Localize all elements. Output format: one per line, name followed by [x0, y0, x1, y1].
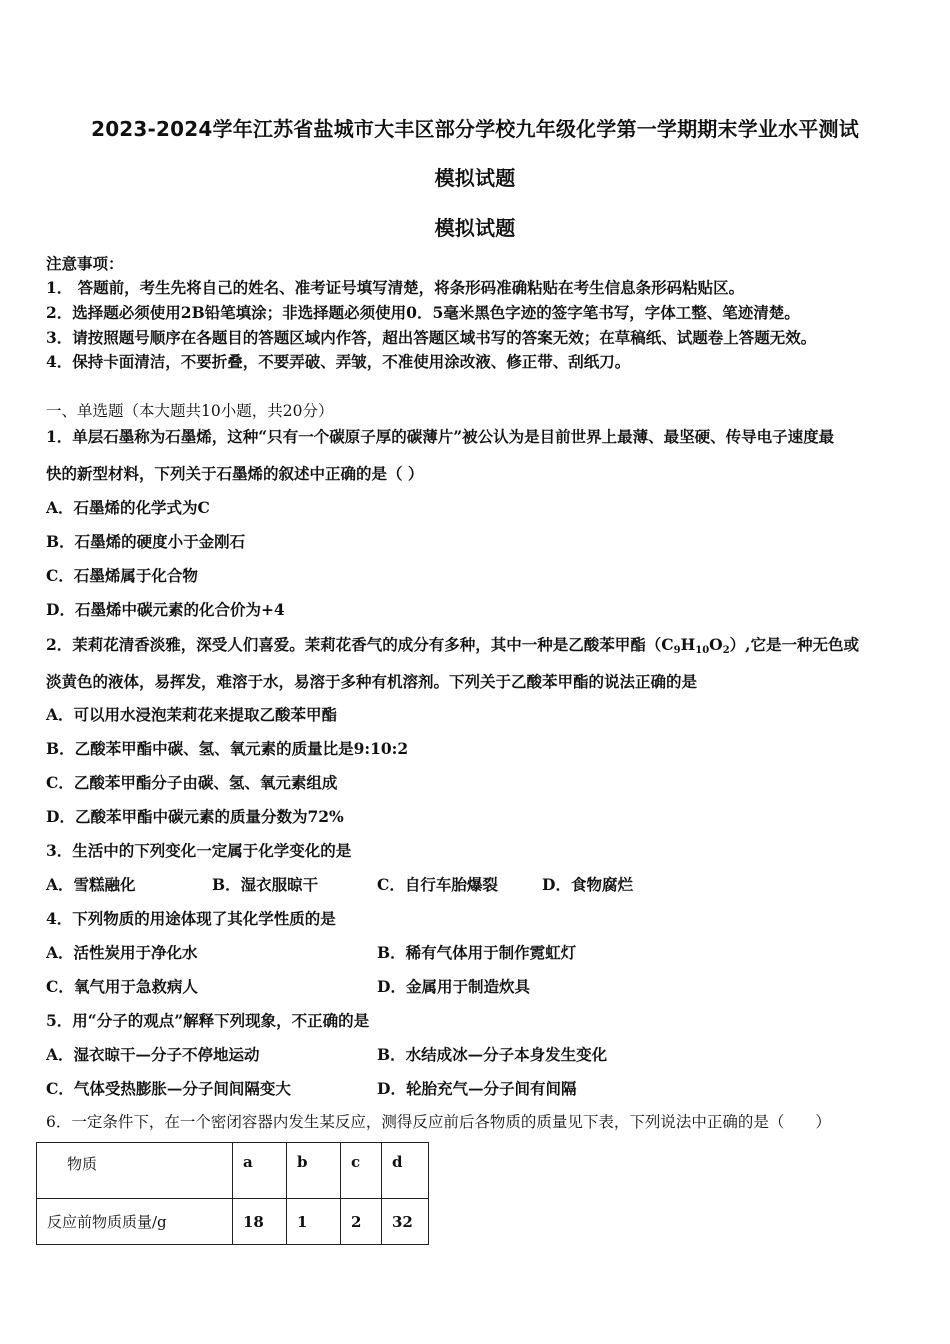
q2-formula-c-count: 9: [673, 645, 681, 656]
section-heading: 一、单选题（本大题共10小题，共20分）: [46, 402, 334, 420]
q4-stem: 4．下列物质的用途体现了其化学性质的是: [46, 909, 336, 928]
q6-data-table: [36, 1142, 429, 1245]
q6-stem: 6．一定条件下，在一个密闭容器内发生某反应，测得反应前后各物质的质量见下表，下列说法中正确的是（ ）: [46, 1113, 831, 1131]
table-cell: 1: [287, 1199, 341, 1245]
q4-option-c: C．氧气用于急救病人: [46, 977, 198, 996]
table-cell: 32: [382, 1199, 429, 1245]
notice-item: 3．请按照题号顺序在各题目的答题区域内作答，超出答题区域书写的答案无效；在草稿纸、试题卷上答题无效。: [46, 328, 817, 347]
q2-stem-cont: 淡黄色的液体，易挥发，难溶于水，易溶于多种有机溶剂。下列关于乙酸苯甲酯的说法正确的是: [46, 672, 698, 691]
page-subtitle-repeat: 模拟试题: [434, 216, 516, 240]
q2-formula-h-count: 10: [695, 645, 710, 656]
table-header-row: [37, 1143, 429, 1199]
notice-heading: 注意事项：: [46, 254, 124, 273]
q5-option-c: C．气体受热膨胀—分子间间隔变大: [46, 1079, 291, 1098]
q1-option-c: C．石墨烯属于化合物: [46, 566, 198, 585]
q2-option-c: C．乙酸苯甲酯分子由碳、氢、氧元素组成: [46, 773, 338, 792]
q3-option-c: C．自行车胎爆裂: [377, 875, 498, 894]
table-header-cell: a: [233, 1143, 287, 1199]
q2-stem-pre: 2．茉莉花清香淡雅，深受人们喜爱。茉莉花香气的成分有多种，其中一种是乙酸苯甲酯（C: [46, 635, 674, 654]
q5-option-a: A．湿衣晾干—分子不停地运动: [46, 1045, 260, 1064]
notice-item: 2．选择题必须使用2B铅笔填涂；非选择题必须使用0．5毫米黑色字迹的签字笔书写，字体工整、笔迹清楚。: [46, 303, 800, 322]
q4-option-a: A．活性炭用于净化水: [46, 943, 198, 962]
table-header-cell: c: [341, 1143, 382, 1199]
q2-option-a: A．可以用水浸泡茉莉花来提取乙酸苯甲酯: [46, 705, 338, 724]
table-cell: 2: [341, 1199, 382, 1245]
page-subtitle: 模拟试题: [434, 166, 516, 190]
table-header-cell: b: [287, 1143, 341, 1199]
q1-option-d: D．石墨烯中碳元素的化合价为+4: [46, 600, 285, 619]
q2-formula-o-count: 2: [722, 645, 730, 656]
q2-formula-o: O: [709, 635, 723, 654]
q5-stem: 5．用“分子的观点”解释下列现象，不正确的是: [46, 1011, 370, 1030]
q2-stem-post: ）,它是一种无色或: [729, 635, 860, 654]
q2-option-b: B．乙酸苯甲酯中碳、氢、氧元素的质量比是9:10:2: [46, 739, 409, 758]
q1-stem-cont: 快的新型材料，下列关于石墨烯的叙述中正确的是（ ）: [46, 464, 424, 483]
q4-option-d: D．金属用于制造炊具: [377, 977, 530, 996]
table-header-cell: 物质: [37, 1143, 233, 1199]
notice-item: 4．保持卡面清洁，不要折叠，不要弄破、弄皱，不准使用涂改液、修正带、刮纸刀。: [46, 352, 631, 371]
table-cell: 反应前物质质量/g: [37, 1199, 233, 1245]
q3-option-b: B．湿衣服晾干: [212, 875, 319, 894]
table-cell: 18: [233, 1199, 287, 1245]
table-row: [37, 1199, 429, 1245]
q2-option-d: D．乙酸苯甲酯中碳元素的质量分数为72%: [46, 807, 344, 826]
q4-option-b: B．稀有气体用于制作霓虹灯: [377, 943, 577, 962]
q2-stem: [46, 635, 859, 655]
page-title: 2023-2024学年江苏省盐城市大丰区部分学校九年级化学第一学期期末学业水平测试: [91, 117, 859, 141]
q5-option-b: B．水结成冰—分子本身发生变化: [377, 1045, 608, 1064]
q3-option-d: D．食物腐烂: [542, 875, 633, 894]
q3-option-a: A．雪糕融化: [46, 875, 136, 894]
q1-option-a: A．石墨烯的化学式为C: [46, 498, 210, 517]
q1-stem: 1．单层石墨称为石墨烯，这种“只有一个碳原子厚的碳薄片”被公认为是目前世界上最薄、最坚硬、传导电子速度最: [46, 427, 835, 446]
notice-item: 1． 答题前，考生先将自己的姓名、准考证号填写清楚，将条形码准确粘贴在考生信息条形码粘贴区。: [46, 278, 745, 297]
q5-option-d: D．轮胎充气—分子间有间隔: [377, 1079, 577, 1098]
table-header-cell: d: [382, 1143, 429, 1199]
q3-stem: 3．生活中的下列变化一定属于化学变化的是: [46, 841, 352, 860]
q1-option-b: B．石墨烯的硬度小于金刚石: [46, 532, 246, 551]
q2-formula-h: H: [680, 635, 696, 654]
